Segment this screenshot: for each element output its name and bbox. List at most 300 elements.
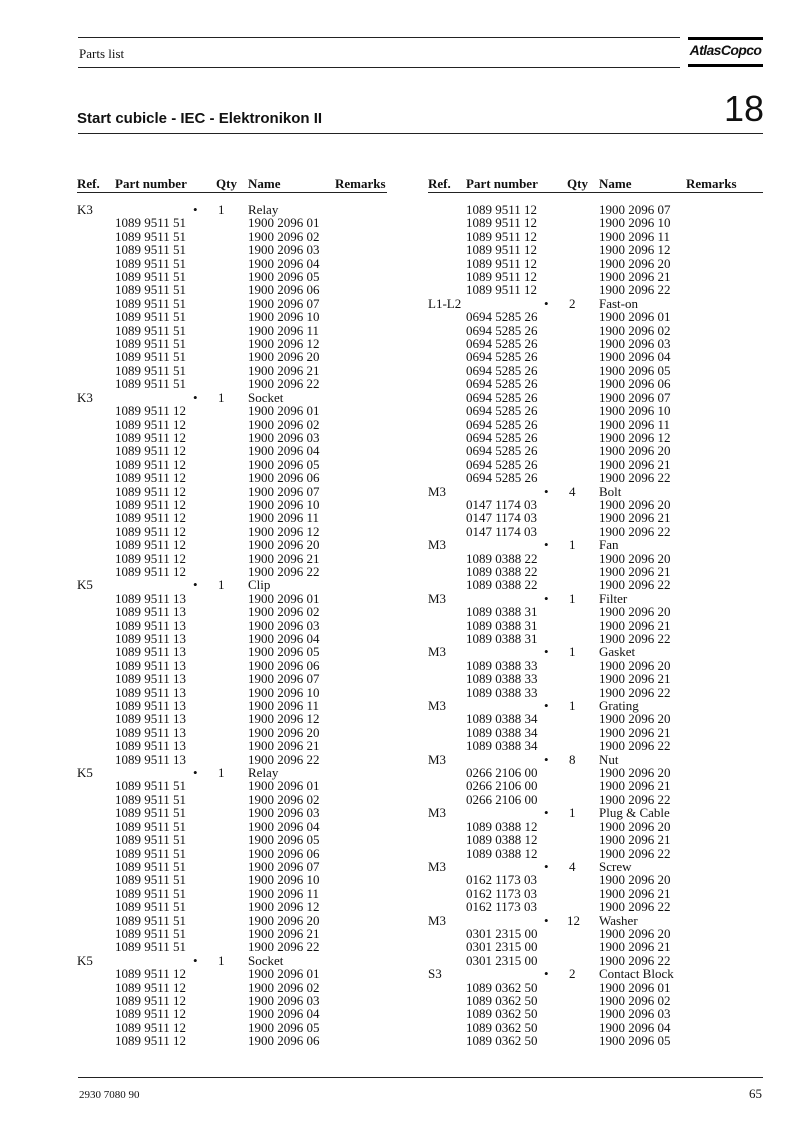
name-cell: 1900 2096 01 (248, 590, 320, 606)
page-number: 65 (749, 1086, 762, 1101)
name-cell: 1900 2096 21 (599, 563, 671, 579)
col-header-part-number: Part number (466, 176, 538, 191)
table-row (428, 739, 768, 752)
name-cell: 1900 2096 12 (248, 336, 320, 352)
name-cell: Grating (599, 698, 639, 714)
table-row (77, 645, 417, 658)
table-row (77, 592, 417, 605)
part-number-cell: 1089 9511 12 (466, 215, 538, 231)
table-row (77, 887, 417, 900)
table-row (428, 659, 768, 672)
part-number-cell: 1089 9511 51 (115, 295, 187, 311)
table-row (428, 1021, 768, 1034)
table-row (77, 377, 417, 390)
table-row (428, 686, 768, 699)
part-number-cell: 0147 1174 03 (466, 496, 538, 512)
part-number-cell: 1089 9511 13 (115, 698, 187, 714)
part-number-cell: 1089 9511 13 (115, 631, 187, 646)
name-cell: 1900 2096 04 (248, 631, 320, 646)
part-number-cell: 1089 9511 12 (466, 255, 538, 271)
table-row (428, 565, 768, 578)
bullet-marker: • (544, 966, 549, 982)
name-cell: 1900 2096 12 (248, 523, 320, 539)
part-number-cell: 1089 9511 13 (115, 617, 187, 633)
table-row (77, 967, 417, 980)
part-number-cell: 1089 9511 51 (115, 858, 187, 874)
name-cell: 1900 2096 10 (248, 872, 320, 888)
table-row (428, 967, 768, 980)
table-row (77, 243, 417, 256)
table-row (428, 230, 768, 243)
table-row (77, 860, 417, 873)
part-number-cell: 1089 0388 31 (466, 631, 538, 646)
name-cell: 1900 2096 10 (599, 403, 671, 419)
table-row (428, 391, 768, 404)
name-cell: 1900 2096 02 (599, 322, 671, 338)
table-row (428, 994, 768, 1007)
ref-cell: S3 (428, 966, 442, 982)
name-cell: 1900 2096 20 (599, 872, 671, 888)
part-number-cell: 1089 9511 51 (115, 939, 187, 955)
part-number-cell: 1089 9511 12 (115, 416, 187, 432)
name-cell: 1900 2096 10 (248, 684, 320, 700)
ref-cell: K5 (77, 577, 93, 593)
part-number-cell: 1089 9511 51 (115, 269, 187, 285)
name-cell: 1900 2096 21 (599, 832, 671, 848)
page-title: Start cubicle - IEC - Elektronikon II (77, 110, 323, 127)
table-row (77, 324, 417, 337)
part-number-cell: 1089 9511 12 (466, 202, 538, 217)
table-row (428, 793, 768, 806)
table-row (77, 458, 417, 471)
name-cell: 1900 2096 22 (248, 751, 320, 767)
part-number-cell: 0162 1173 03 (466, 899, 538, 915)
part-number-cell: 0694 5285 26 (466, 456, 538, 472)
table-row (428, 270, 768, 283)
part-number-cell: 0694 5285 26 (466, 376, 538, 392)
part-number-cell: 1089 9511 13 (115, 711, 187, 727)
table-row (77, 350, 417, 363)
part-number-cell: 1089 0362 50 (466, 1006, 538, 1022)
name-cell: 1900 2096 06 (248, 282, 320, 298)
table-row (428, 310, 768, 323)
table-row (77, 538, 417, 551)
part-number-cell: 1089 9511 51 (115, 791, 187, 807)
table-row (77, 833, 417, 846)
table-row (77, 1021, 417, 1034)
logo-text: AtlasCopco (689, 42, 762, 58)
part-number-cell: 1089 9511 51 (115, 376, 187, 392)
name-cell: 1900 2096 01 (599, 979, 671, 995)
name-cell: 1900 2096 22 (599, 631, 671, 646)
table-row (428, 981, 768, 994)
ref-cell: K3 (77, 202, 93, 217)
bullet-marker: • (544, 698, 549, 714)
table-row (428, 498, 768, 511)
table-row (77, 940, 417, 953)
name-cell: 1900 2096 11 (599, 228, 671, 244)
name-cell: 1900 2096 03 (248, 805, 320, 821)
name-cell: 1900 2096 04 (248, 255, 320, 271)
name-cell: 1900 2096 06 (599, 376, 671, 392)
name-cell: 1900 2096 05 (248, 269, 320, 285)
name-cell: Filter (599, 590, 628, 606)
part-number-cell: 1089 9511 51 (115, 832, 187, 848)
table-row (428, 1034, 768, 1047)
name-cell: 1900 2096 01 (248, 966, 320, 982)
ref-cell: M3 (428, 590, 447, 606)
part-number-cell: 0266 2106 00 (466, 765, 538, 781)
title-rule (78, 133, 763, 134)
table-row (77, 699, 417, 712)
part-number-cell: 0301 2315 00 (466, 952, 538, 968)
ref-cell: K5 (77, 952, 93, 968)
table-row (428, 538, 768, 551)
name-cell: Washer (599, 912, 638, 928)
name-cell: 1900 2096 10 (248, 309, 320, 325)
qty-cell: 1 (218, 765, 225, 781)
part-number-cell: 1089 9511 12 (115, 1019, 187, 1035)
part-number-cell: 1089 9511 51 (115, 845, 187, 861)
part-number-cell: 1089 9511 51 (115, 885, 187, 901)
part-number-cell: 1089 9511 12 (115, 979, 187, 995)
part-number-cell: 1089 9511 51 (115, 925, 187, 941)
name-cell: 1900 2096 20 (599, 443, 671, 459)
part-number-cell: 1089 0388 33 (466, 684, 538, 700)
part-number-cell: 1089 9511 51 (115, 899, 187, 915)
part-number-cell: 1089 0388 12 (466, 832, 538, 848)
table-row (428, 726, 768, 739)
table-row (428, 914, 768, 927)
qty-cell: 1 (569, 590, 576, 606)
part-number-cell: 1089 9511 51 (115, 336, 187, 352)
ref-cell: M3 (428, 912, 447, 928)
section-number: 18 (724, 88, 765, 129)
part-number-cell: 1089 0388 22 (466, 550, 538, 566)
part-number-cell: 1089 9511 13 (115, 724, 187, 740)
table-row (77, 216, 417, 229)
table-row (77, 418, 417, 431)
table-row (77, 873, 417, 886)
bullet-marker: • (544, 295, 549, 311)
table-row (77, 632, 417, 645)
table-header (77, 176, 417, 192)
name-cell: 1900 2096 22 (248, 563, 320, 579)
part-number-cell: 1089 9511 12 (115, 443, 187, 459)
name-cell: 1900 2096 20 (599, 925, 671, 941)
table-row (428, 940, 768, 953)
name-cell: 1900 2096 06 (248, 1033, 320, 1049)
table-row (428, 444, 768, 457)
name-cell: 1900 2096 21 (599, 456, 671, 472)
part-number-cell: 1089 0388 22 (466, 577, 538, 593)
col-header-ref: Ref. (77, 176, 100, 191)
qty-cell: 8 (569, 751, 576, 767)
name-cell: 1900 2096 22 (599, 684, 671, 700)
document-number: 2930 7080 90 (79, 1089, 140, 1101)
name-cell: 1900 2096 12 (599, 429, 671, 445)
part-number-cell: 1089 9511 51 (115, 362, 187, 378)
name-cell: 1900 2096 21 (599, 269, 671, 285)
table-row (428, 632, 768, 645)
footer-rule (78, 1077, 763, 1078)
name-cell: 1900 2096 20 (248, 349, 320, 365)
table-row (428, 216, 768, 229)
part-number-cell: 1089 9511 12 (115, 470, 187, 486)
name-cell: 1900 2096 22 (599, 577, 671, 593)
name-cell: 1900 2096 04 (599, 1019, 671, 1035)
name-cell: 1900 2096 20 (599, 657, 671, 673)
part-number-cell: 1089 0388 33 (466, 671, 538, 687)
bullet-marker: • (193, 389, 198, 405)
table-row (77, 364, 417, 377)
name-cell: Nut (599, 751, 619, 767)
part-number-cell: 1089 9511 13 (115, 684, 187, 700)
part-number-cell: 1089 9511 13 (115, 751, 187, 767)
name-cell: 1900 2096 12 (248, 899, 320, 915)
part-number-cell: 1089 0362 50 (466, 992, 538, 1008)
name-cell: 1900 2096 05 (248, 456, 320, 472)
col-header-name: Name (599, 176, 632, 191)
table-row (77, 391, 417, 404)
part-number-cell: 1089 9511 13 (115, 738, 187, 754)
name-cell: 1900 2096 04 (248, 443, 320, 459)
part-number-cell: 1089 9511 51 (115, 215, 187, 231)
table-row (77, 404, 417, 417)
name-cell: 1900 2096 02 (248, 979, 320, 995)
parts-table-right (428, 176, 768, 1049)
table-row (428, 1007, 768, 1020)
table-row (77, 847, 417, 860)
name-cell: Fan (599, 537, 619, 553)
table-row (77, 820, 417, 833)
name-cell: 1900 2096 06 (248, 657, 320, 673)
name-cell: 1900 2096 05 (248, 1019, 320, 1035)
table-row (77, 981, 417, 994)
name-cell: 1900 2096 22 (599, 523, 671, 539)
table-row (428, 645, 768, 658)
bullet-marker: • (193, 577, 198, 593)
part-number-cell: 0694 5285 26 (466, 416, 538, 432)
table-row (77, 1007, 417, 1020)
table-row (428, 672, 768, 685)
table-row (428, 847, 768, 860)
name-cell: 1900 2096 05 (599, 362, 671, 378)
table-row (428, 820, 768, 833)
table-row (77, 1034, 417, 1047)
col-header-remarks: Remarks (335, 176, 386, 191)
table-row (77, 511, 417, 524)
name-cell: 1900 2096 02 (248, 791, 320, 807)
table-row (428, 806, 768, 819)
part-number-cell: 1089 9511 13 (115, 657, 187, 673)
table-row (77, 337, 417, 350)
name-cell: 1900 2096 03 (248, 429, 320, 445)
header-label: Parts list (79, 46, 125, 61)
name-cell: Gasket (599, 644, 636, 660)
part-number-cell: 0694 5285 26 (466, 429, 538, 445)
name-cell: 1900 2096 04 (248, 1006, 320, 1022)
table-row (77, 766, 417, 779)
table-header-rule (77, 192, 387, 193)
logo-bar-top (688, 37, 763, 40)
part-number-cell: 1089 9511 12 (115, 403, 187, 419)
part-number-cell: 1089 9511 51 (115, 349, 187, 365)
table-row (428, 364, 768, 377)
part-number-cell: 0694 5285 26 (466, 389, 538, 405)
name-cell: Screw (599, 858, 632, 874)
part-number-cell: 1089 9511 12 (115, 563, 187, 579)
table-row (77, 283, 417, 296)
table-row (428, 860, 768, 873)
table-row (77, 793, 417, 806)
ref-cell: M3 (428, 483, 447, 499)
table-row (77, 605, 417, 618)
qty-cell: 1 (569, 805, 576, 821)
ref-cell: L1-L2 (428, 295, 462, 311)
part-number-cell: 0301 2315 00 (466, 925, 538, 941)
name-cell: 1900 2096 22 (248, 939, 320, 955)
table-row (77, 525, 417, 538)
table-row (77, 485, 417, 498)
name-cell: 1900 2096 05 (248, 644, 320, 660)
name-cell: 1900 2096 20 (599, 255, 671, 271)
brand-logo (688, 37, 763, 67)
table-row (428, 283, 768, 296)
table-body (77, 203, 417, 1048)
part-number-cell: 1089 9511 51 (115, 228, 187, 244)
part-number-cell: 1089 9511 12 (115, 550, 187, 566)
ref-cell: M3 (428, 805, 447, 821)
part-number-cell: 1089 9511 12 (466, 228, 538, 244)
name-cell: 1900 2096 03 (248, 992, 320, 1008)
part-number-cell: 0694 5285 26 (466, 322, 538, 338)
table-row (428, 257, 768, 270)
part-number-cell: 1089 9511 51 (115, 912, 187, 928)
bullet-marker: • (544, 644, 549, 660)
qty-cell: 1 (569, 698, 576, 714)
name-cell: 1900 2096 20 (248, 537, 320, 553)
table-row (428, 485, 768, 498)
table-row (77, 471, 417, 484)
table-row (428, 592, 768, 605)
table-row (428, 887, 768, 900)
table-row (77, 444, 417, 457)
part-number-cell: 1089 9511 13 (115, 644, 187, 660)
part-number-cell: 1089 0388 12 (466, 845, 538, 861)
qty-cell: 4 (569, 858, 576, 874)
name-cell: 1900 2096 22 (599, 738, 671, 754)
table-body (428, 203, 768, 1048)
name-cell: 1900 2096 10 (248, 496, 320, 512)
part-number-cell: 1089 9511 12 (466, 282, 538, 298)
qty-cell: 1 (218, 577, 225, 593)
part-number-cell: 1089 9511 51 (115, 872, 187, 888)
table-row (428, 418, 768, 431)
bullet-marker: • (544, 537, 549, 553)
table-row (77, 954, 417, 967)
name-cell: 1900 2096 06 (248, 470, 320, 486)
table-row (77, 779, 417, 792)
name-cell: 1900 2096 21 (599, 617, 671, 633)
part-number-cell: 1089 9511 12 (115, 1006, 187, 1022)
part-number-cell: 1089 9511 12 (115, 1033, 187, 1049)
name-cell: 1900 2096 07 (599, 389, 671, 405)
table-row (77, 203, 417, 216)
table-row (77, 927, 417, 940)
table-row (428, 431, 768, 444)
name-cell: 1900 2096 11 (248, 885, 320, 901)
table-row (77, 310, 417, 323)
parts-table-left (77, 176, 417, 1049)
qty-cell: 1 (218, 202, 225, 217)
col-header-part-number: Part number (115, 176, 187, 191)
name-cell: 1900 2096 20 (599, 496, 671, 512)
qty-cell: 1 (569, 537, 576, 553)
name-cell: 1900 2096 11 (248, 510, 320, 526)
name-cell: 1900 2096 07 (248, 858, 320, 874)
part-number-cell: 1089 9511 12 (115, 966, 187, 982)
name-cell: 1900 2096 03 (248, 242, 320, 258)
name-cell: Contact Block (599, 966, 674, 982)
part-number-cell: 1089 0388 12 (466, 818, 538, 834)
name-cell: 1900 2096 22 (599, 470, 671, 486)
table-row (77, 900, 417, 913)
part-number-cell: 1089 9511 12 (466, 269, 538, 285)
name-cell: 1900 2096 03 (599, 336, 671, 352)
part-number-cell: 0266 2106 00 (466, 778, 538, 794)
table-row (428, 699, 768, 712)
ref-cell: M3 (428, 751, 447, 767)
name-cell: 1900 2096 20 (248, 912, 320, 928)
table-row (77, 619, 417, 632)
name-cell: Plug & Cable (599, 805, 670, 821)
part-number-cell: 1089 9511 51 (115, 242, 187, 258)
part-number-cell: 1089 0388 34 (466, 724, 538, 740)
table-row (77, 753, 417, 766)
name-cell: 1900 2096 07 (248, 671, 320, 687)
table-row (77, 686, 417, 699)
part-number-cell: 1089 9511 12 (115, 429, 187, 445)
table-row (77, 431, 417, 444)
name-cell: 1900 2096 22 (599, 282, 671, 298)
name-cell: 1900 2096 06 (248, 845, 320, 861)
table-row (77, 270, 417, 283)
table-header (428, 176, 768, 192)
name-cell: 1900 2096 04 (248, 818, 320, 834)
name-cell: 1900 2096 20 (599, 818, 671, 834)
part-number-cell: 1089 0388 22 (466, 563, 538, 579)
ref-cell: K5 (77, 765, 93, 781)
name-cell: 1900 2096 20 (248, 724, 320, 740)
qty-cell: 4 (569, 483, 576, 499)
col-header-qty: Qty (567, 176, 588, 191)
name-cell: Socket (248, 389, 284, 405)
bullet-marker: • (544, 590, 549, 606)
part-number-cell: 0162 1173 03 (466, 885, 538, 901)
bullet-marker: • (193, 765, 198, 781)
table-row (428, 552, 768, 565)
table-row (428, 511, 768, 524)
part-number-cell: 1089 9511 51 (115, 322, 187, 338)
table-row (428, 243, 768, 256)
table-row (428, 458, 768, 471)
name-cell: Socket (248, 952, 284, 968)
part-number-cell: 0694 5285 26 (466, 403, 538, 419)
table-row (428, 873, 768, 886)
table-row (77, 659, 417, 672)
name-cell: Relay (248, 202, 279, 217)
